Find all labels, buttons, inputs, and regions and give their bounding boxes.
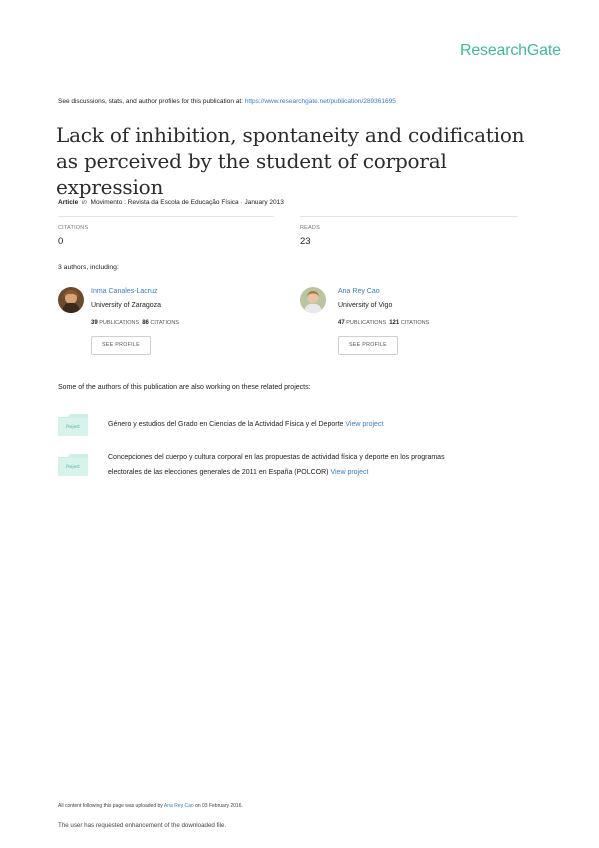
publications-label: PUBLICATIONS (346, 320, 387, 326)
journal-source: Movimento : Revista da Escola de Educação Física · January 2013 (90, 199, 284, 206)
enhancement-note: The user has requested enhancement of the downloaded file. (58, 822, 227, 829)
intro-text: See discussions, stats, and author profiles for this publication at: (58, 98, 243, 105)
project-title-line-1: Concepciones del cuerpo y cultura corporal en las propuestas de actividad física y deporte en los programas (108, 454, 445, 461)
divider-citations (58, 216, 274, 217)
publication-meta (58, 199, 284, 206)
citations-count: 86 (142, 320, 149, 326)
publications-count: 47 (338, 320, 345, 326)
authors-heading: 3 authors, including: (58, 264, 119, 271)
researchgate-logo: ResearchGate (460, 42, 561, 59)
avatar[interactable] (300, 287, 326, 313)
avatar[interactable] (58, 287, 84, 313)
author-institution: University of Zaragoza (91, 302, 162, 309)
citations-count: 121 (389, 320, 400, 326)
upload-note-prefix: All content following this page was uploaded by (58, 803, 163, 809)
project-icon-label: Project (66, 464, 80, 469)
paper-title: Lack of inhibition, spontaneity and codification as perceived by the student of corporal expression (56, 123, 525, 199)
upload-note-suffix: on 03 February 2016. (195, 803, 243, 809)
upload-note (58, 803, 243, 809)
author-stats (91, 320, 179, 326)
author-name-link[interactable]: Ana Rey Cao (338, 288, 380, 295)
publications-count: 39 (91, 320, 98, 326)
citations-label: CITATIONS (150, 320, 179, 326)
project-item (108, 450, 528, 480)
project-folder-icon (58, 454, 88, 476)
citations-count: 0 (58, 236, 64, 247)
reads-label: READS (300, 225, 320, 231)
related-projects-heading: Some of the authors of this publication are also working on these related projects: (58, 384, 311, 391)
author-stats (338, 320, 429, 326)
article-type: Article (58, 199, 79, 206)
view-project-link[interactable]: View project (330, 469, 369, 476)
intro-line (58, 98, 396, 105)
project-title-line-2: electorales de las elecciones generales de 2011 en España (POLCOR) (108, 469, 329, 476)
reads-count: 23 (300, 236, 311, 247)
project-icon-label: Project (66, 424, 80, 429)
in-label: in (81, 199, 87, 206)
citations-label: CITATIONS (400, 320, 430, 326)
view-project-link[interactable]: View project (345, 421, 384, 428)
divider-reads (300, 216, 518, 217)
project-item (108, 417, 383, 432)
author-institution: University of Vigo (338, 302, 393, 309)
publication-url-link[interactable]: https://www.researchgate.net/publication/289361695 (244, 98, 396, 105)
see-profile-button[interactable]: SEE PROFILE (91, 336, 151, 355)
publications-label: PUBLICATIONS (99, 320, 140, 326)
see-profile-button[interactable]: SEE PROFILE (338, 336, 398, 355)
citations-label: CITATIONS (58, 225, 89, 231)
project-folder-icon (58, 414, 88, 436)
author-name-link[interactable]: Inma Canales-Lacruz (91, 288, 158, 295)
project-title: Género y estudios del Grado en Ciencias de la Actividad Física y el Deporte (108, 421, 344, 428)
uploader-link[interactable]: Ana Rey Cao (163, 803, 194, 809)
